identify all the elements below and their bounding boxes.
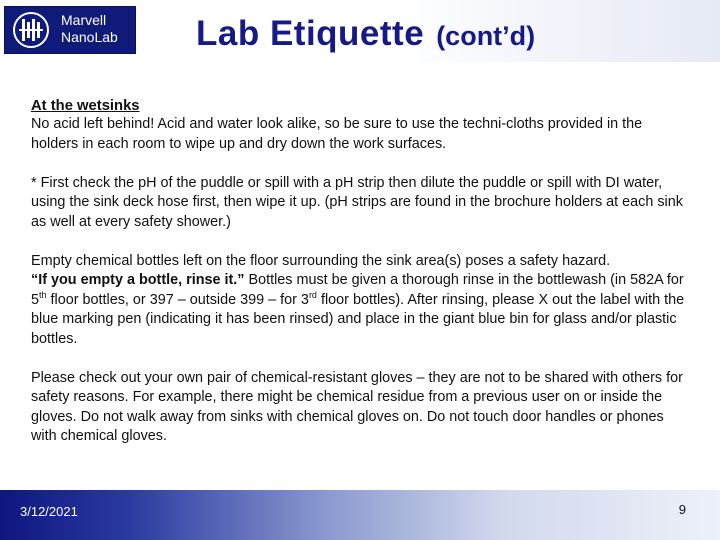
bottles-after-quote: Bottles must be given a thorough rinse in the bottlewash (in 582A for 5 (31, 272, 684, 308)
logo-line-1: Marvell (61, 12, 107, 28)
bottles-tail: floor bottles). After rinsing, please X out the label with the blue marking pen (indicating it has been rinsed) and place in the giant blue bin for glass and/or plastic bottles. (31, 291, 685, 347)
bottles-mid: floor bottles, or 397 – outside 399 – for 3 (46, 291, 309, 308)
section-heading: At the wetsinks (31, 98, 140, 114)
paragraph-acid: No acid left behind! Acid and water look alike, so be sure to use the techni-cloths provided in the holders in each room to wipe up and dry down the work surfaces. (31, 116, 643, 152)
page-number: 9 (678, 502, 686, 517)
paragraph-empty-bottles (31, 252, 691, 350)
superscript-th: th (39, 289, 47, 300)
slide-title (196, 14, 535, 54)
footer-date: 3/12/2021 (20, 504, 78, 519)
slide-body (31, 97, 691, 447)
title-main: Lab Etiquette (196, 14, 425, 53)
marvell-nanolab-logo (4, 6, 136, 54)
title-sub: (cont’d) (436, 21, 536, 51)
nanolab-logo-icon (11, 11, 51, 49)
bottles-lead: Empty chemical bottles left on the floor surrounding the sink area(s) poses a safety hazard. (31, 252, 611, 269)
rinse-quote: “If you empty a bottle, rinse it.” (31, 272, 245, 288)
paragraph-gloves: Please check out your own pair of chemical-resistant gloves – they are not to be shared with others for safety reasons. For example, there might be chemical residue from a previous user on or inside the gloves. Do not walk away from sinks with chemical gloves on. Do not touch door handles or phones with chemical gloves. (31, 369, 683, 444)
paragraph-ph-check: * First check the pH of the puddle or spill with a pH strip then dilute the puddle or spill with DI water, using the sink deck hose first, then wipe it up. (pH strips are found in the brochure holders at each sink as well at every safety shower.) (31, 174, 683, 230)
footer-band (0, 490, 720, 540)
superscript-rd: rd (308, 289, 317, 300)
logo-line-2: NanoLab (61, 29, 118, 45)
